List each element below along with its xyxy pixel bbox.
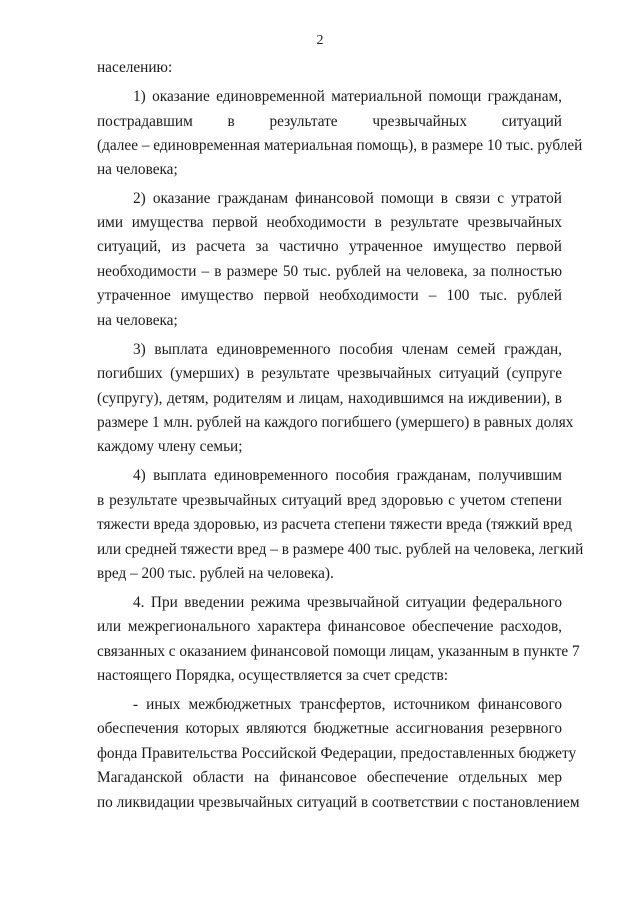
text-line: погибших (умерших) в результате чрезвычайных ситуаций (супруге [97,365,562,382]
text-line: каждому члену семьи; [97,438,243,455]
text-line: (супругу), детям, родителям и лицам, находившимся на иждивении), в [97,390,562,407]
text-line: настоящего Порядка, осуществляется за счет средств: [97,667,448,684]
text-line: пострадавшим в результате чрезвычайных ситуаций [97,113,562,130]
text-line: тяжести вреда здоровью, из расчета степени тяжести вреда (тяжкий вред [97,516,572,533]
text-line: обеспечения которых являются бюджетные ассигнования резервного [97,720,562,737]
text-line: ими имущества первой необходимости в результате чрезвычайных [97,214,562,231]
text-line: 4) выплата единовременного пособия гражданам, получившим [133,467,562,484]
text-line: утраченное имущество первой необходимости – 100 тыс. рублей [97,287,562,304]
text-line: ситуаций, из расчета за частично утраченное имущество первой [97,238,562,255]
text-line: необходимости – в размере 50 тыс. рублей на человека, за полностью [97,263,562,280]
text-line: Магаданской области на финансовое обеспечение отдельных мер [97,769,562,786]
text-line: - иных межбюджетных трансфертов, источником финансового [133,696,562,713]
text-line: населению: [97,59,173,76]
text-line: связанных с оказанием финансовой помощи лицам, указанным в пункте 7 [97,643,580,660]
text-line: или межрегионального характера финансовое обеспечение расходов, [97,618,562,635]
text-line: (далее – единовременная материальная помощь), в размере 10 тыс. рублей [97,137,583,154]
text-line: 2) оказание гражданам финансовой помощи в связи с утратой [133,190,562,207]
text-line: на человека; [97,312,178,329]
text-line: фонда Правительства Российской Федерации, предоставленных бюджету [97,745,577,762]
text-line: 1) оказание единовременной материальной помощи гражданам, [133,88,562,105]
page-number: 2 [316,33,324,48]
text-line: размере 1 млн. рублей на каждого погибшего (умершего) в равных долях [97,414,574,431]
text-line: или средней тяжести вред – в размере 400 тыс. рублей на человека, легкий [97,541,584,558]
text-line: по ликвидации чрезвычайных ситуаций в соответствии с постановлением [97,794,580,811]
text-line: вред – 200 тыс. рублей на человека). [97,565,334,582]
text-line: на человека; [97,161,178,178]
text-line: 4. При введении режима чрезвычайной ситуации федерального [133,594,562,611]
text-line: 3) выплата единовременного пособия членам семей граждан, [133,341,562,358]
text-line: в результате чрезвычайных ситуаций вред здоровью с учетом степени [97,492,562,509]
